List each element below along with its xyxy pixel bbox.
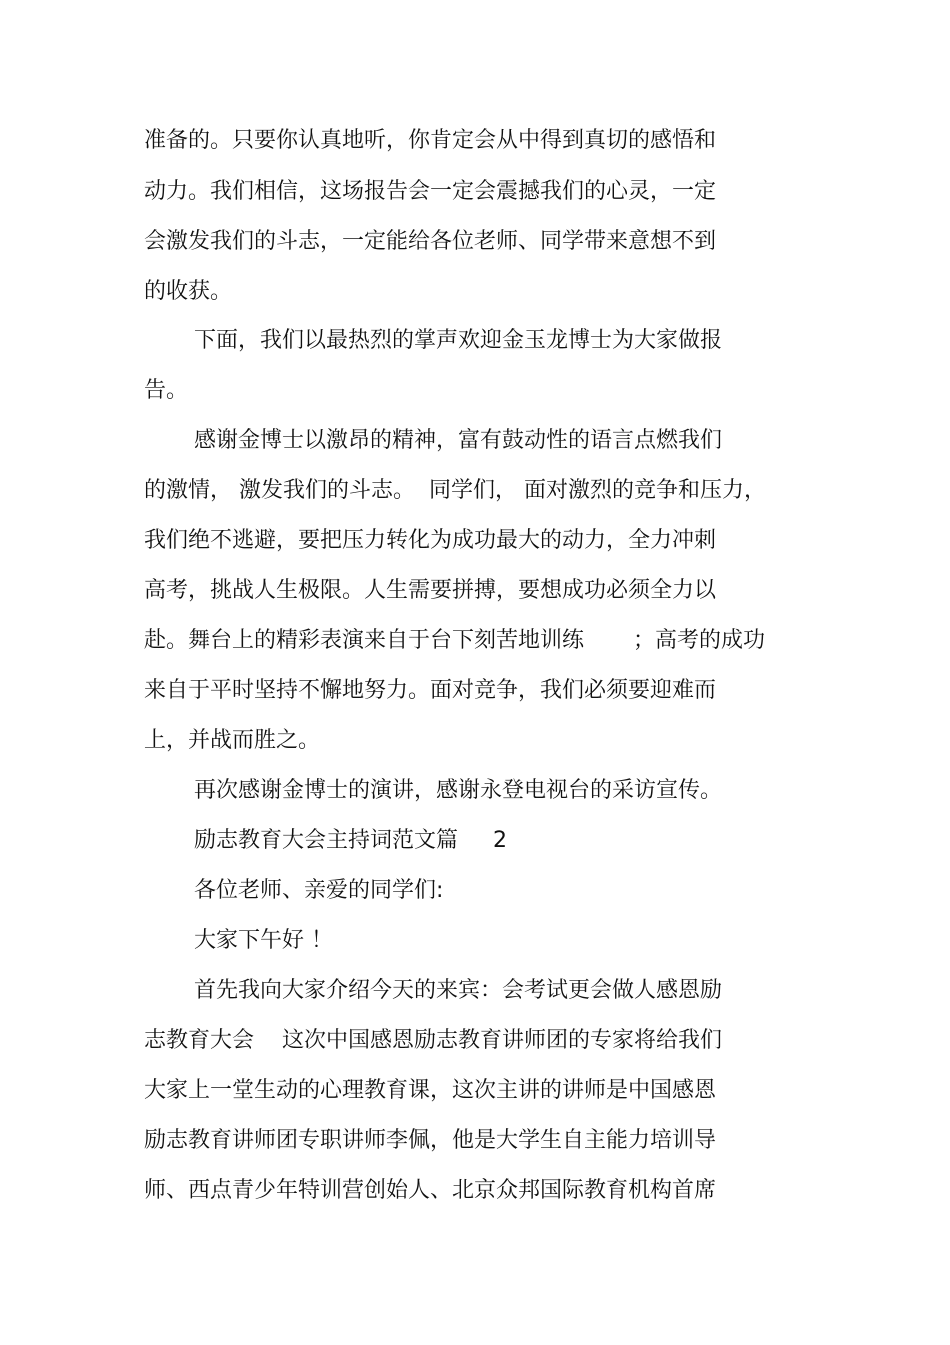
- text-line: 赴。舞台上的精彩表演来自于台下刻苦地训练 ；高考的成功: [144, 628, 765, 653]
- paragraph-start-line: 首先我向大家介绍今天的来宾：会考试更会做人感恩励: [194, 978, 723, 1003]
- text-line: 的激情， 激发我们的斗志。 同学们， 面对激烈的竞争和压力，: [144, 478, 766, 503]
- salutation-line: 各位老师、亲爱的同学们:: [194, 878, 444, 903]
- text-line: 的收获。: [144, 279, 233, 304]
- paragraph-start-line: 感谢金博士以激昂的精神，富有鼓动性的语言点燃我们: [194, 428, 723, 453]
- text-line: 动力。我们相信，这场报告会一定会震撼我们的心灵，一定: [144, 179, 717, 204]
- text-line: 告。: [144, 378, 189, 403]
- text-line: 志教育大会 这次中国感恩励志教育讲师团的专家将给我们: [144, 1028, 722, 1053]
- text-line: 来自于平时坚持不懈地努力。面对竞争，我们必须要迎难而: [144, 678, 717, 703]
- text-line: 大家上一堂生动的心理教育课，这次主讲的讲师是中国感恩: [144, 1078, 717, 1103]
- text-line: 师、西点青少年特训营创始人、北京众邦国际教育机构首席: [144, 1178, 717, 1203]
- paragraph-start-line: 再次感谢金博士的演讲，感谢永登电视台的采访宣传。: [194, 778, 723, 803]
- text-line: 会激发我们的斗志，一定能给各位老师、同学带来意想不到: [144, 229, 717, 254]
- paragraph-start-line: 下面，我们以最热烈的掌声欢迎金玉龙博士为大家做报: [194, 328, 723, 353]
- text-line: 高考，挑战人生极限。人生需要拼搏，要想成功必须全力以: [144, 578, 717, 603]
- section-heading: 励志教育大会主持词范文篇 2: [194, 828, 507, 853]
- greeting-line: 大家下午好 ！: [194, 928, 333, 953]
- text-line: 我们绝不逃避，要把压力转化为成功最大的动力，全力冲刺: [144, 528, 717, 553]
- text-line: 励志教育讲师团专职讲师李佩，他是大学生自主能力培训导: [144, 1128, 717, 1153]
- text-line: 上，并战而胜之。: [144, 728, 321, 753]
- text-line: 准备的。只要你认真地听，你肯定会从中得到真切的感悟和: [144, 128, 717, 153]
